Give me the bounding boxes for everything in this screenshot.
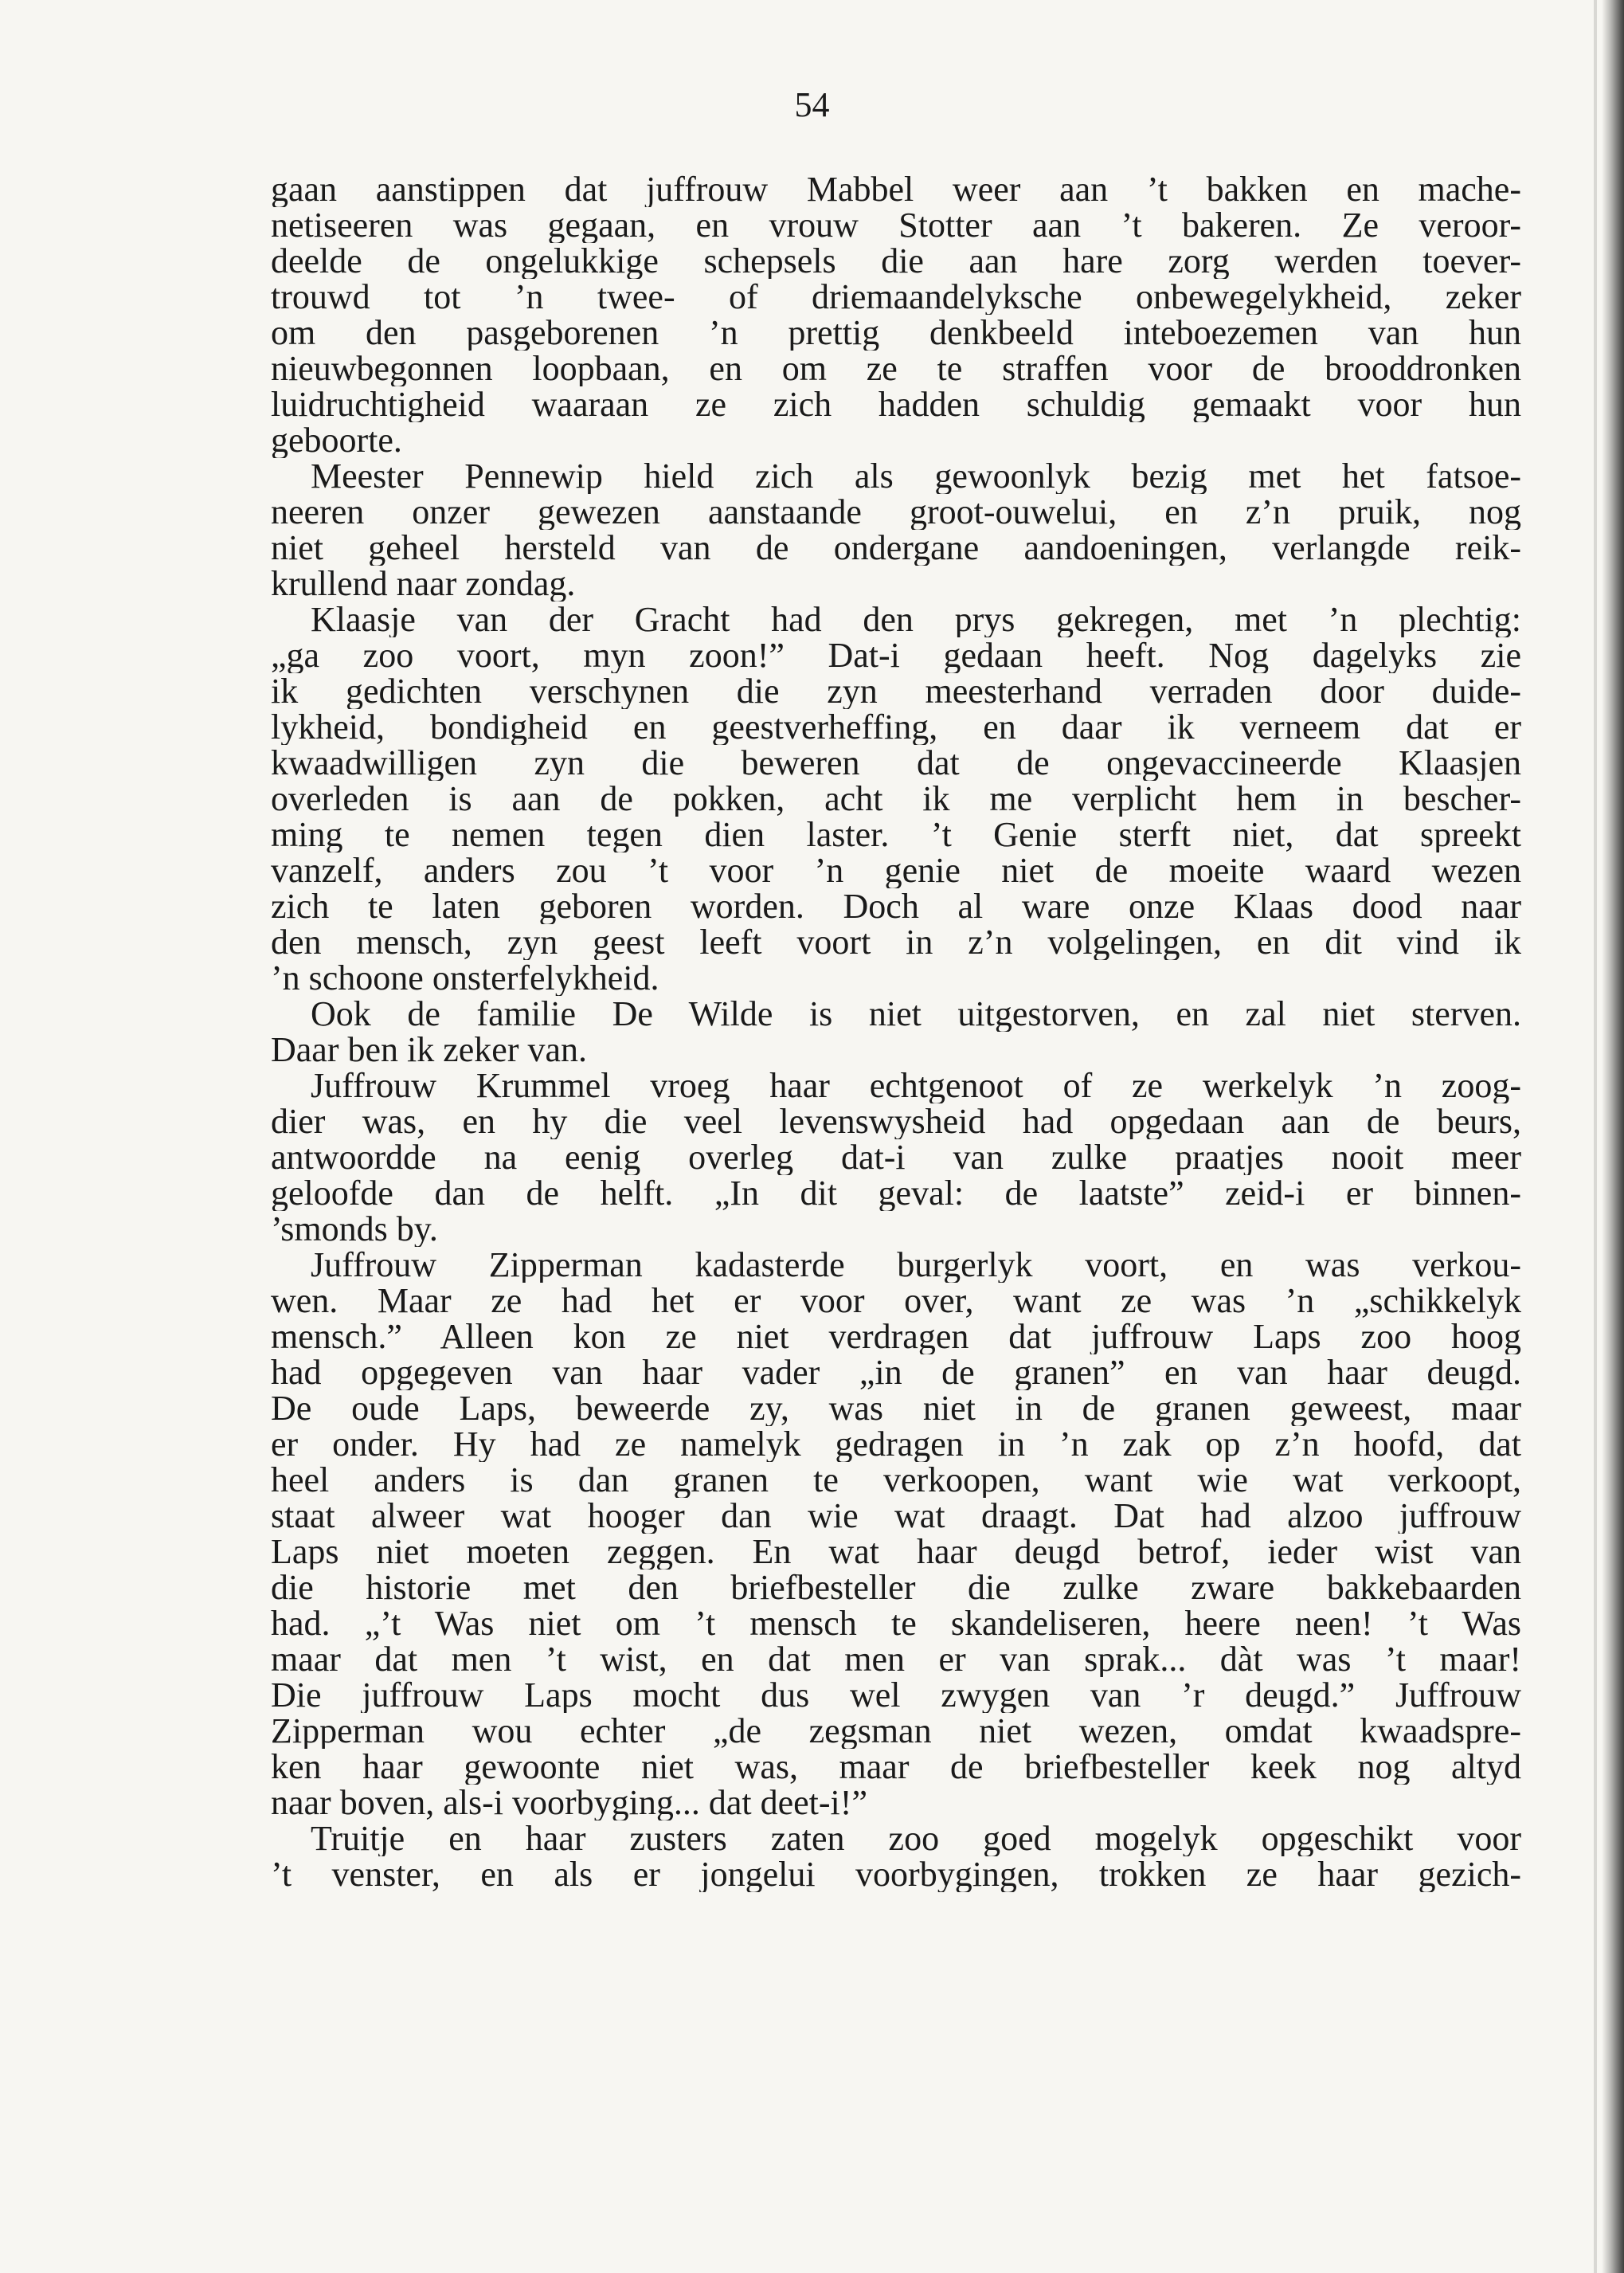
text-line: geboorte. [271, 422, 402, 458]
text-line: zich te laten geboren worden. Doch al ware onze Klaas dood naar [271, 888, 1521, 924]
text-line: Zipperman wou echter „de zegsman niet wezen, omdat kwaadspre- [271, 1713, 1521, 1749]
book-binding-edge [1602, 0, 1624, 2273]
text-line: Meester Pennewip hield zich als gewoonlyk bezig met het fatsoe- [311, 458, 1521, 494]
text-line: naar boven, als-i voorbyging... dat deet-i!” [271, 1785, 867, 1820]
text-line: ’n schoone onsterfelykheid. [271, 960, 659, 996]
text-line: wen. Maar ze had het er voor over, want ze was ’n „schikkelyk [271, 1283, 1521, 1319]
text-line: nieuwbegonnen loopbaan, en om ze te straffen voor de brooddronken [271, 351, 1521, 386]
text-line: mensch.” Alleen kon ze niet verdragen dat juffrouw Laps zoo hoog [271, 1319, 1521, 1354]
text-line: ’smonds by. [271, 1211, 438, 1247]
text-line: Juffrouw Krummel vroeg haar echtgenoot of ze werkelyk ’n zoog- [311, 1068, 1521, 1103]
text-line: die historie met den briefbesteller die zulke zware bakkebaarden [271, 1570, 1521, 1605]
text-line: netiseeren was gegaan, en vrouw Stotter aan ’t bakeren. Ze veroor- [271, 207, 1521, 243]
text-line: er onder. Hy had ze namelyk gedragen in ’n zak op z’n hoofd, dat [271, 1426, 1521, 1462]
text-line: Daar ben ik zeker van. [271, 1032, 588, 1068]
text-line: „ga zoo voort, myn zoon!” Dat-i gedaan heeft. Nog dagelyks zie [271, 637, 1521, 673]
text-line: Juffrouw Zipperman kadasterde burgerlyk voort, en was verkou- [311, 1247, 1521, 1283]
text-line: den mensch, zyn geest leeft voort in z’n volgelingen, en dit vind ik [271, 924, 1521, 960]
text-line: dier was, en hy die veel levenswysheid had opgedaan aan de beurs, [271, 1103, 1521, 1139]
text-line: Klaasje van der Gracht had den prys gekregen, met ’n plechtig: [311, 602, 1521, 637]
text-line: maar dat men ’t wist, en dat men er van sprak... dàt was ’t maar! [271, 1641, 1521, 1677]
text-line: deelde de ongelukkige schepsels die aan hare zorg werden toever- [271, 243, 1521, 279]
text-line: Truitje en haar zusters zaten zoo goed mogelyk opgeschikt voor [311, 1820, 1521, 1856]
text-line: heel anders is dan granen te verkoopen, want wie wat verkoopt, [271, 1462, 1521, 1498]
text-line: Ook de familie De Wilde is niet uitgestorven, en zal niet sterven. [311, 996, 1521, 1032]
text-line: ik gedichten verschynen die zyn meesterhand verraden door duide- [271, 673, 1521, 709]
page-number: 54 [794, 85, 830, 124]
text-line: had opgegeven van haar vader „in de granen” en van haar deugd. [271, 1354, 1521, 1390]
text-line: ming te nemen tegen dien laster. ’t Genie sterft niet, dat spreekt [271, 817, 1521, 852]
text-line: kwaadwilligen zyn die beweren dat de ongevaccineerde Klaasjen [271, 745, 1521, 781]
text-line: om den pasgeborenen ’n prettig denkbeeld inteboezemen van hun [271, 315, 1521, 351]
text-line: neeren onzer gewezen aanstaande groot-ouwelui, en z’n pruik, nog [271, 494, 1521, 530]
text-line: luidruchtigheid waaraan ze zich hadden schuldig gemaakt voor hun [271, 386, 1521, 422]
page-edge-shadow [1594, 0, 1597, 2273]
text-line: lykheid, bondigheid en geestverheffing, en daar ik verneem dat er [271, 709, 1521, 745]
body-text [271, 171, 1521, 1892]
text-line: ’t venster, en als er jongelui voorbygingen, trokken ze haar gezich- [271, 1856, 1521, 1892]
text-line: vanzelf, anders zou ’t voor ’n genie niet de moeite waard wezen [271, 852, 1521, 888]
text-line: Laps niet moeten zeggen. En wat haar deugd betrof, ieder wist van [271, 1534, 1521, 1570]
text-line: staat alweer wat hooger dan wie wat draagt. Dat had alzoo juffrouw [271, 1498, 1521, 1534]
text-line: overleden is aan de pokken, acht ik me verplicht hem in bescher- [271, 781, 1521, 817]
text-line: niet geheel hersteld van de ondergane aandoeningen, verlangde reik- [271, 530, 1521, 566]
text-line: De oude Laps, beweerde zy, was niet in de granen geweest, maar [271, 1390, 1521, 1426]
text-line: ken haar gewoonte niet was, maar de briefbesteller keek nog altyd [271, 1749, 1521, 1785]
text-line: Die juffrouw Laps mocht dus wel zwygen van ’r deugd.” Juffrouw [271, 1677, 1521, 1713]
text-line: had. „’t Was niet om ’t mensch te skandeliseren, heere neen! ’t Was [271, 1605, 1521, 1641]
text-line: krullend naar zondag. [271, 566, 576, 602]
text-line: gaan aanstippen dat juffrouw Mabbel weer aan ’t bakken en mache- [271, 171, 1521, 207]
text-line: trouwd tot ’n twee- of driemaandelyksche onbewegelykheid, zeker [271, 279, 1521, 315]
text-line: antwoordde na eenig overleg dat-i van zulke praatjes nooit meer [271, 1139, 1521, 1175]
text-line: geloofde dan de helft. „In dit geval: de laatste” zeid-i er binnen- [271, 1175, 1521, 1211]
